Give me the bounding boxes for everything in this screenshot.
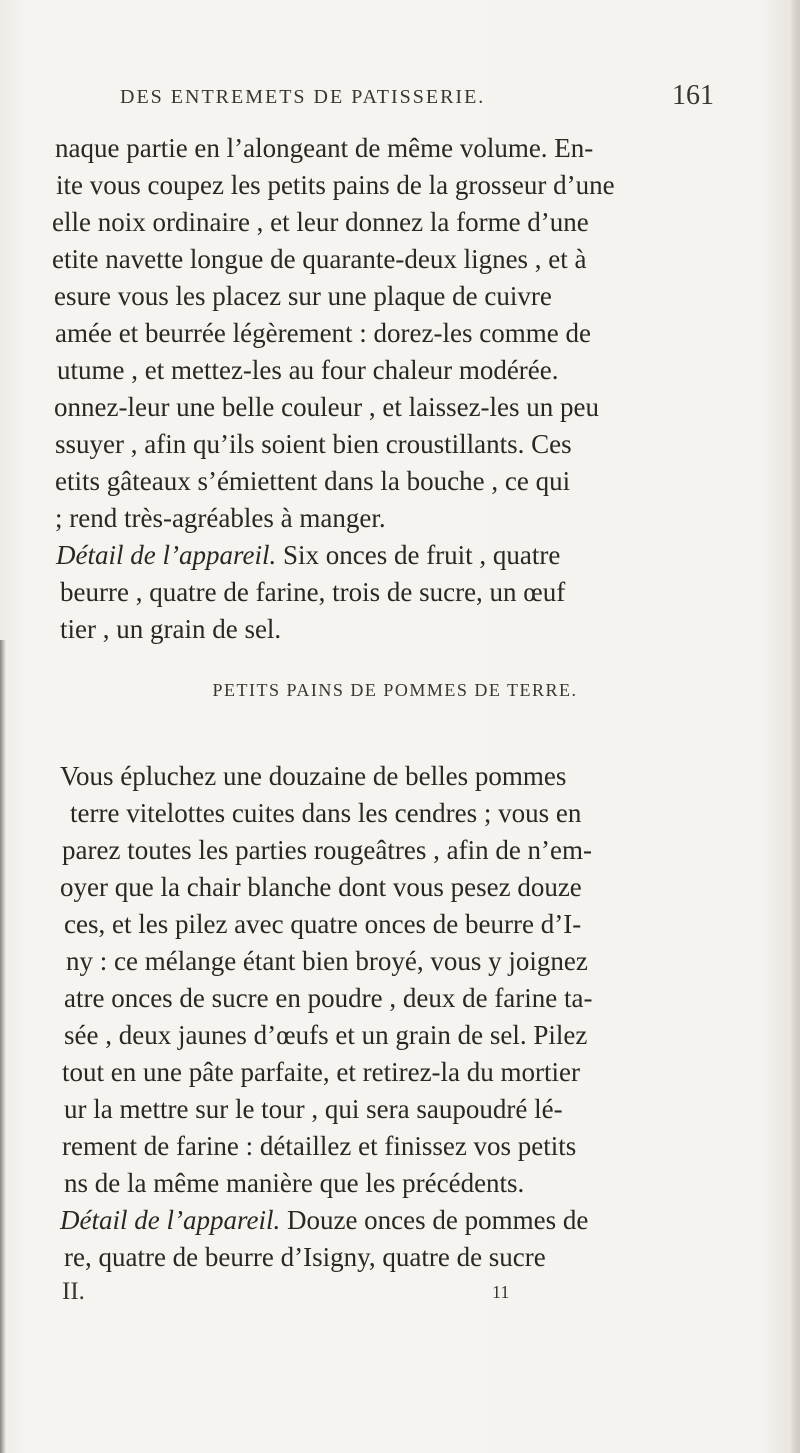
paragraph-continuation xyxy=(0,130,760,648)
text-line: terre vitelottes cuites dans les cendres ; vous en xyxy=(70,798,582,828)
detail-line xyxy=(0,1202,760,1239)
text-line: tier , un grain de sel. xyxy=(60,614,282,644)
running-head: DES ENTREMETS DE PATISSERIE. xyxy=(120,86,486,108)
section-title-text: PETITS PAINS DE POMMES DE TERRE. xyxy=(212,680,578,700)
text-line: utume , et mettez-les au four chaleur modérée. xyxy=(57,355,559,385)
text-line: ur la mettre sur le tour , qui sera saupoudré lé- xyxy=(64,1094,563,1124)
detail-text: Six onces de fruit , quatre xyxy=(276,540,561,570)
text-line: sée , deux jaunes d’œufs et un grain de sel. Pilez xyxy=(64,1020,588,1050)
page-number: 161 xyxy=(672,80,714,111)
text-line: esure vous les placez sur une plaque de cuivre xyxy=(54,281,552,311)
detail-text: Douze onces de pommes de xyxy=(280,1205,589,1235)
text-line: ces, et les pilez avec quatre onces de beurre d’I- xyxy=(64,909,582,939)
text-line: etits gâteaux s’émiettent dans la bouche , ce qui xyxy=(55,466,571,496)
text-line: ssuyer , afin qu’ils soient bien croustillants. Ces xyxy=(55,429,572,459)
text-line: amée et beurrée légèrement : dorez-les comme de xyxy=(55,318,591,348)
text-line: Vous épluchez une douzaine de belles pommes xyxy=(60,761,567,791)
detail-line xyxy=(0,537,760,574)
text-line: etite navette longue de quarante-deux lignes , et à xyxy=(52,244,587,274)
signature-number: 11 xyxy=(492,1282,510,1302)
detail-label: Détail de l’appareil. xyxy=(56,540,277,570)
text-line: tout en une pâte parfaite, et retirez-la du mortier xyxy=(62,1057,580,1087)
detail-label: Détail de l’appareil. xyxy=(60,1205,281,1235)
page-footer xyxy=(0,1278,800,1314)
section-title xyxy=(0,680,800,701)
text-line: rement de farine : détaillez et finissez vos petits xyxy=(62,1131,577,1161)
text-line: parez toutes les parties rougeâtres , afin de n’em- xyxy=(62,835,593,865)
text-line: ny : ce mélange étant bien broyé, vous y joignez xyxy=(66,946,588,976)
text-line: ; rend très-agréables à manger. xyxy=(55,503,386,533)
page-edge xyxy=(790,0,800,1453)
text-line: beurre , quatre de farine, trois de sucre, un œuf xyxy=(60,577,566,607)
text-line: ite vous coupez les petits pains de la grosseur d’une xyxy=(56,170,615,200)
paragraph-recipe xyxy=(0,758,760,1276)
text-line: ns de la même manière que les précédents. xyxy=(64,1168,525,1198)
text-line: naque partie en l’alongeant de même volume. En- xyxy=(55,133,594,163)
text-line: elle noix ordinaire , et leur donnez la forme d’une xyxy=(52,207,589,237)
text-line: onnez-leur une belle couleur , et laissez-les un peu xyxy=(54,392,600,422)
text-line: oyer que la chair blanche dont vous pesez douze xyxy=(60,872,582,902)
text-line: re, quatre de beurre d’Isigny, quatre de sucre xyxy=(64,1242,546,1272)
signature-mark: II. xyxy=(62,1278,85,1305)
page-header xyxy=(0,80,800,116)
text-line: atre onces de sucre en poudre , deux de farine ta- xyxy=(64,983,593,1013)
